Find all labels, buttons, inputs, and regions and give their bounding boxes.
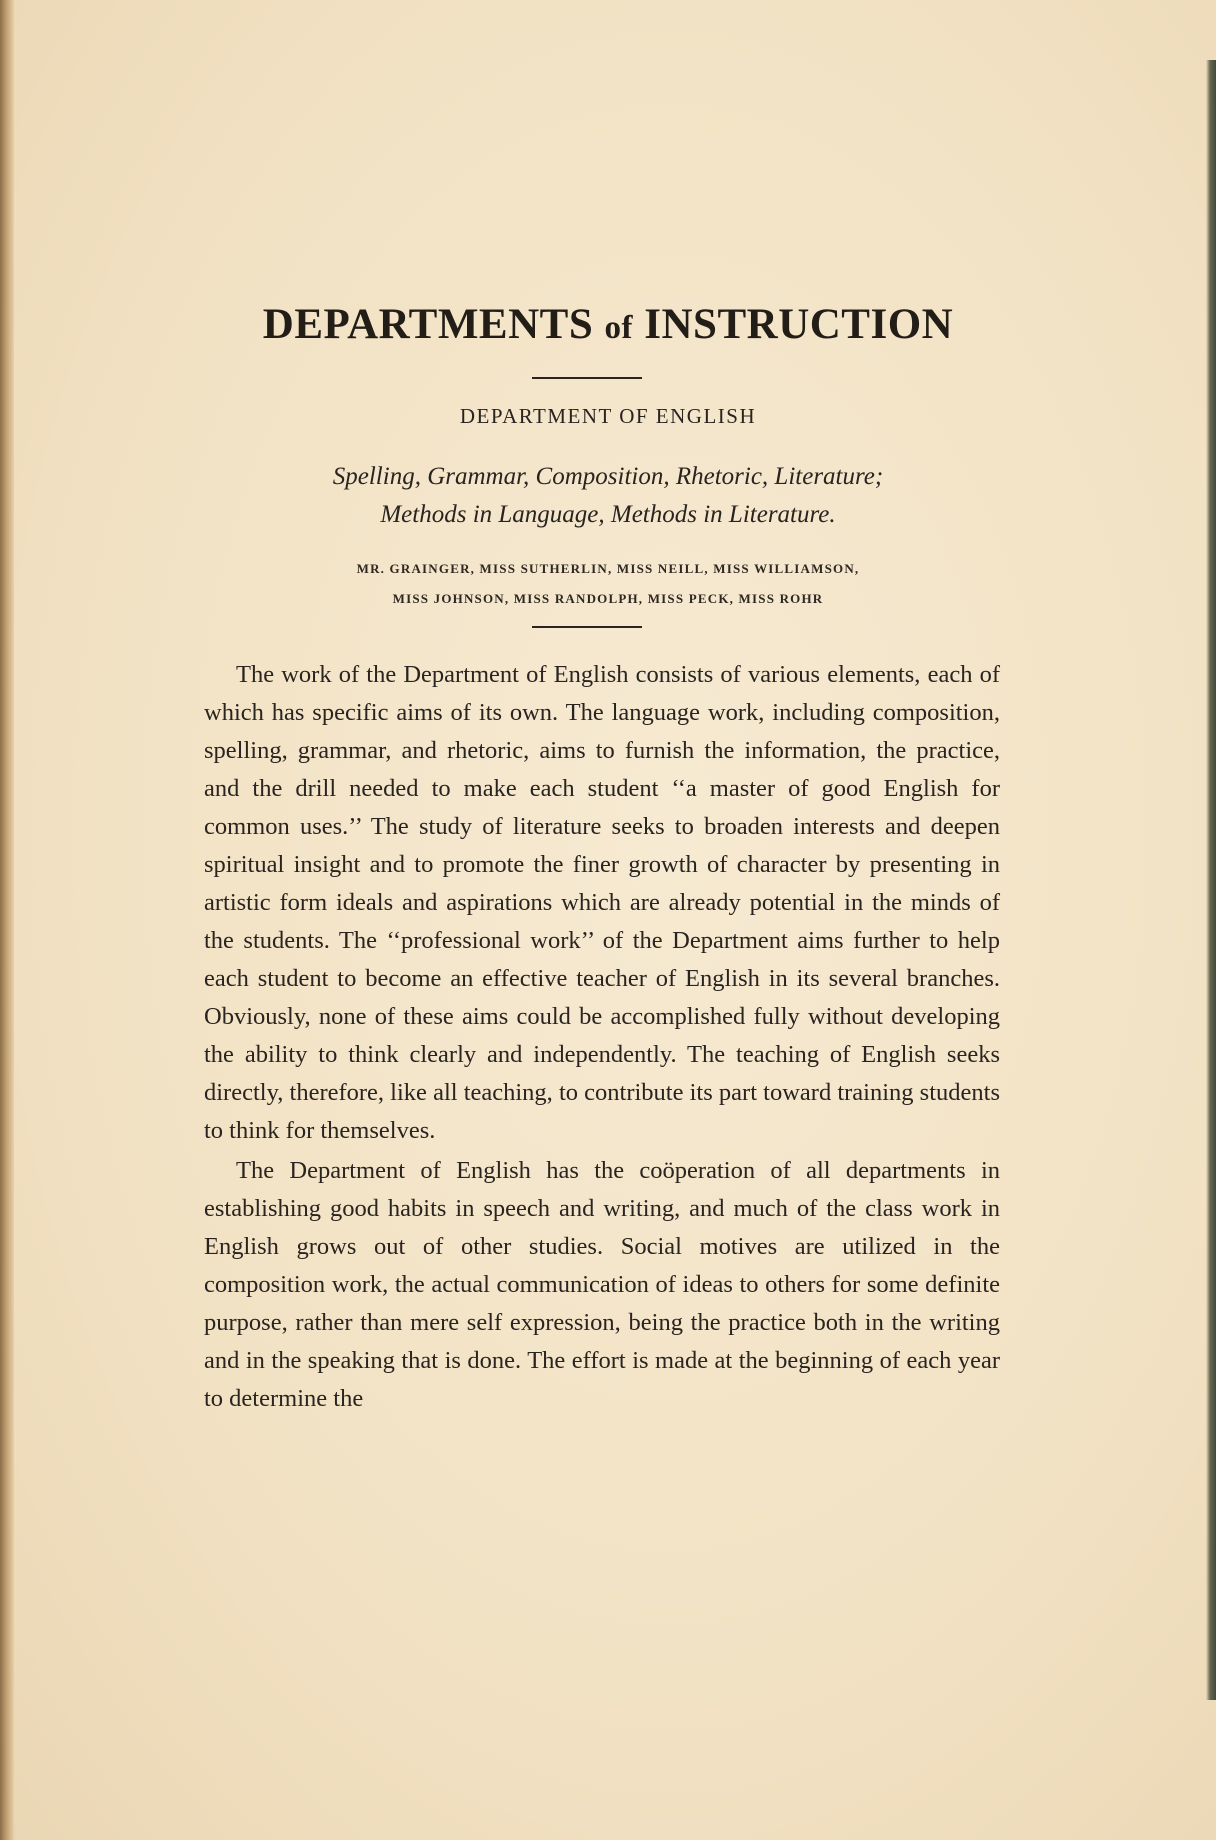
paragraph-2: The Department of English has the coöperation of all departments in establishing good habits in speech and writing, and much of the class work in English grows out of other studies. Social motives are utilized in the composition work, the actual communication of ideas to others for some definite purpose, rather than mere self expression, being the practice both in the writing and in the speaking that is done. The effort is made at the beginning of each year to determine the	[204, 1157, 1000, 1412]
title-word-departments: DEPARTMENTS	[262, 301, 594, 348]
section-divider-rule	[532, 626, 642, 628]
page-title	[0, 300, 1216, 349]
page-binding-edge	[0, 0, 14, 1840]
subjects-line-1: Spelling, Grammar, Composition, Rhetoric, Literature;	[332, 463, 884, 490]
department-faculty	[0, 554, 1216, 614]
title-word-instruction: INSTRUCTION	[644, 301, 954, 348]
department-subjects	[0, 458, 1216, 534]
title-word-of: of	[604, 310, 634, 346]
department-heading: DEPARTMENT OF ENGLISH	[459, 404, 757, 428]
title-divider-rule	[532, 377, 642, 379]
body-text	[204, 656, 1000, 1418]
subjects-line-2: Methods in Language, Methods in Literature.	[380, 501, 836, 528]
faculty-line-2: MISS JOHNSON, MISS RANDOLPH, MISS PECK, MISS ROHR	[392, 591, 824, 606]
paragraph-1: The work of the Department of English consists of various elements, each of which has specific aims of its own. The language work, including composition, spelling, grammar, and rhetoric, aims to furnish the information, the practice, and the drill needed to make each student ‘‘a master of good English for common uses.’’ The study of literature seeks to broaden interests and deepen spiritual insight and to promote the finer growth of character by presenting in artistic form ideals and aspirations which are already potential in the minds of the students. The ‘‘professional work’’ of the Department aims further to help each student to become an effective teacher of English in its several branches. Obviously, none of these aims could be accomplished fully without developing the ability to think clearly and independently. The teaching of English seeks directly, therefore, like all teaching, to contribute its part toward training students to think for themselves.	[204, 661, 1000, 1144]
faculty-line-1: MR. GRAINGER, MISS SUTHERLIN, MISS NEILL, MISS WILLIAMSON,	[356, 561, 860, 576]
